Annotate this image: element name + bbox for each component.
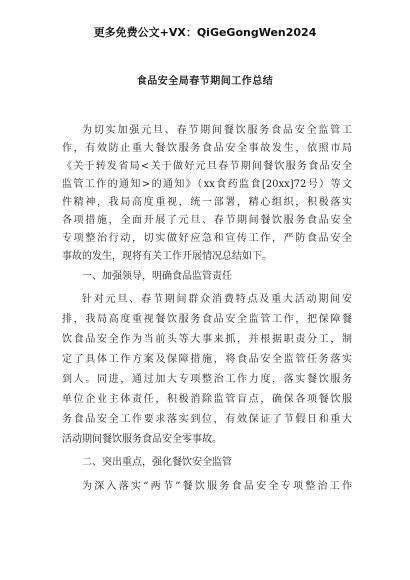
paragraph-line: 专项整治行动，切实做好应急和宣传工作，严防食品安全 bbox=[62, 233, 352, 244]
paragraph-line: 各项措施，全面开展了元旦、春节期间餐饮服务食品安全 bbox=[62, 215, 352, 226]
document-title: 食品安全局春节期间工作总结 bbox=[136, 76, 274, 87]
paragraph-line: 活动期间餐饮服务食品安全零事故。 bbox=[62, 434, 222, 445]
paragraph-line: 务食品安全工作要求落实到位，有效保证了节假日和重大 bbox=[62, 414, 352, 425]
paragraph-line: 为深入落实“两节”餐饮服务食品安全专项整治工作 bbox=[82, 481, 352, 492]
section-heading: 二、突出重点，强化餐饮安全监管 bbox=[82, 457, 232, 468]
paragraph-line: 为切实加强元旦、春节期间餐饮服务食品安全监管工 bbox=[82, 125, 352, 136]
paragraph-line: 针对元旦、春节期间群众消费特点及重大活动期间安 bbox=[82, 294, 352, 305]
paragraph-line: 作，有效防止重大餐饮服务食品安全事故发生，依照市局 bbox=[62, 143, 352, 154]
section-heading: 一、加强领导，明确食品监管责任 bbox=[82, 271, 232, 282]
paragraph-line: 监管工作的通知>的通知》（xx食药监食[20xx]72号）等文 bbox=[62, 179, 352, 190]
paragraph-line: 事故的发生，现将有关工作开展情况总结如下。 bbox=[62, 251, 272, 262]
paragraph-line: 单位企业主体责任，积极消除监管盲点，确保各项餐饮服 bbox=[62, 394, 352, 405]
watermark-text: 更多免费公文+VX：QiGeGongWen2024 bbox=[93, 26, 317, 39]
paragraph-line: 饮食品安全作为当前头等大事来抓，并根据职责分工，制 bbox=[62, 334, 352, 345]
paragraph-line: 到人。同进，通过加大专项整治工作力度，落实餐饮服务 bbox=[62, 374, 352, 385]
paragraph-line: 《关于转发省局<关于做好元旦春节期间餐饮服务食品安全 bbox=[62, 161, 352, 172]
paragraph-line: 排，我局高度重视餐饮服务食品安全监管工作，把保障餐 bbox=[62, 314, 352, 325]
paragraph-line: 件精神，我局高度重视，统一部署，精心组织，积极落实 bbox=[62, 197, 352, 208]
paragraph-line: 定了具体工作方案及保障措施，将食品安全监管任务落实 bbox=[62, 354, 352, 365]
